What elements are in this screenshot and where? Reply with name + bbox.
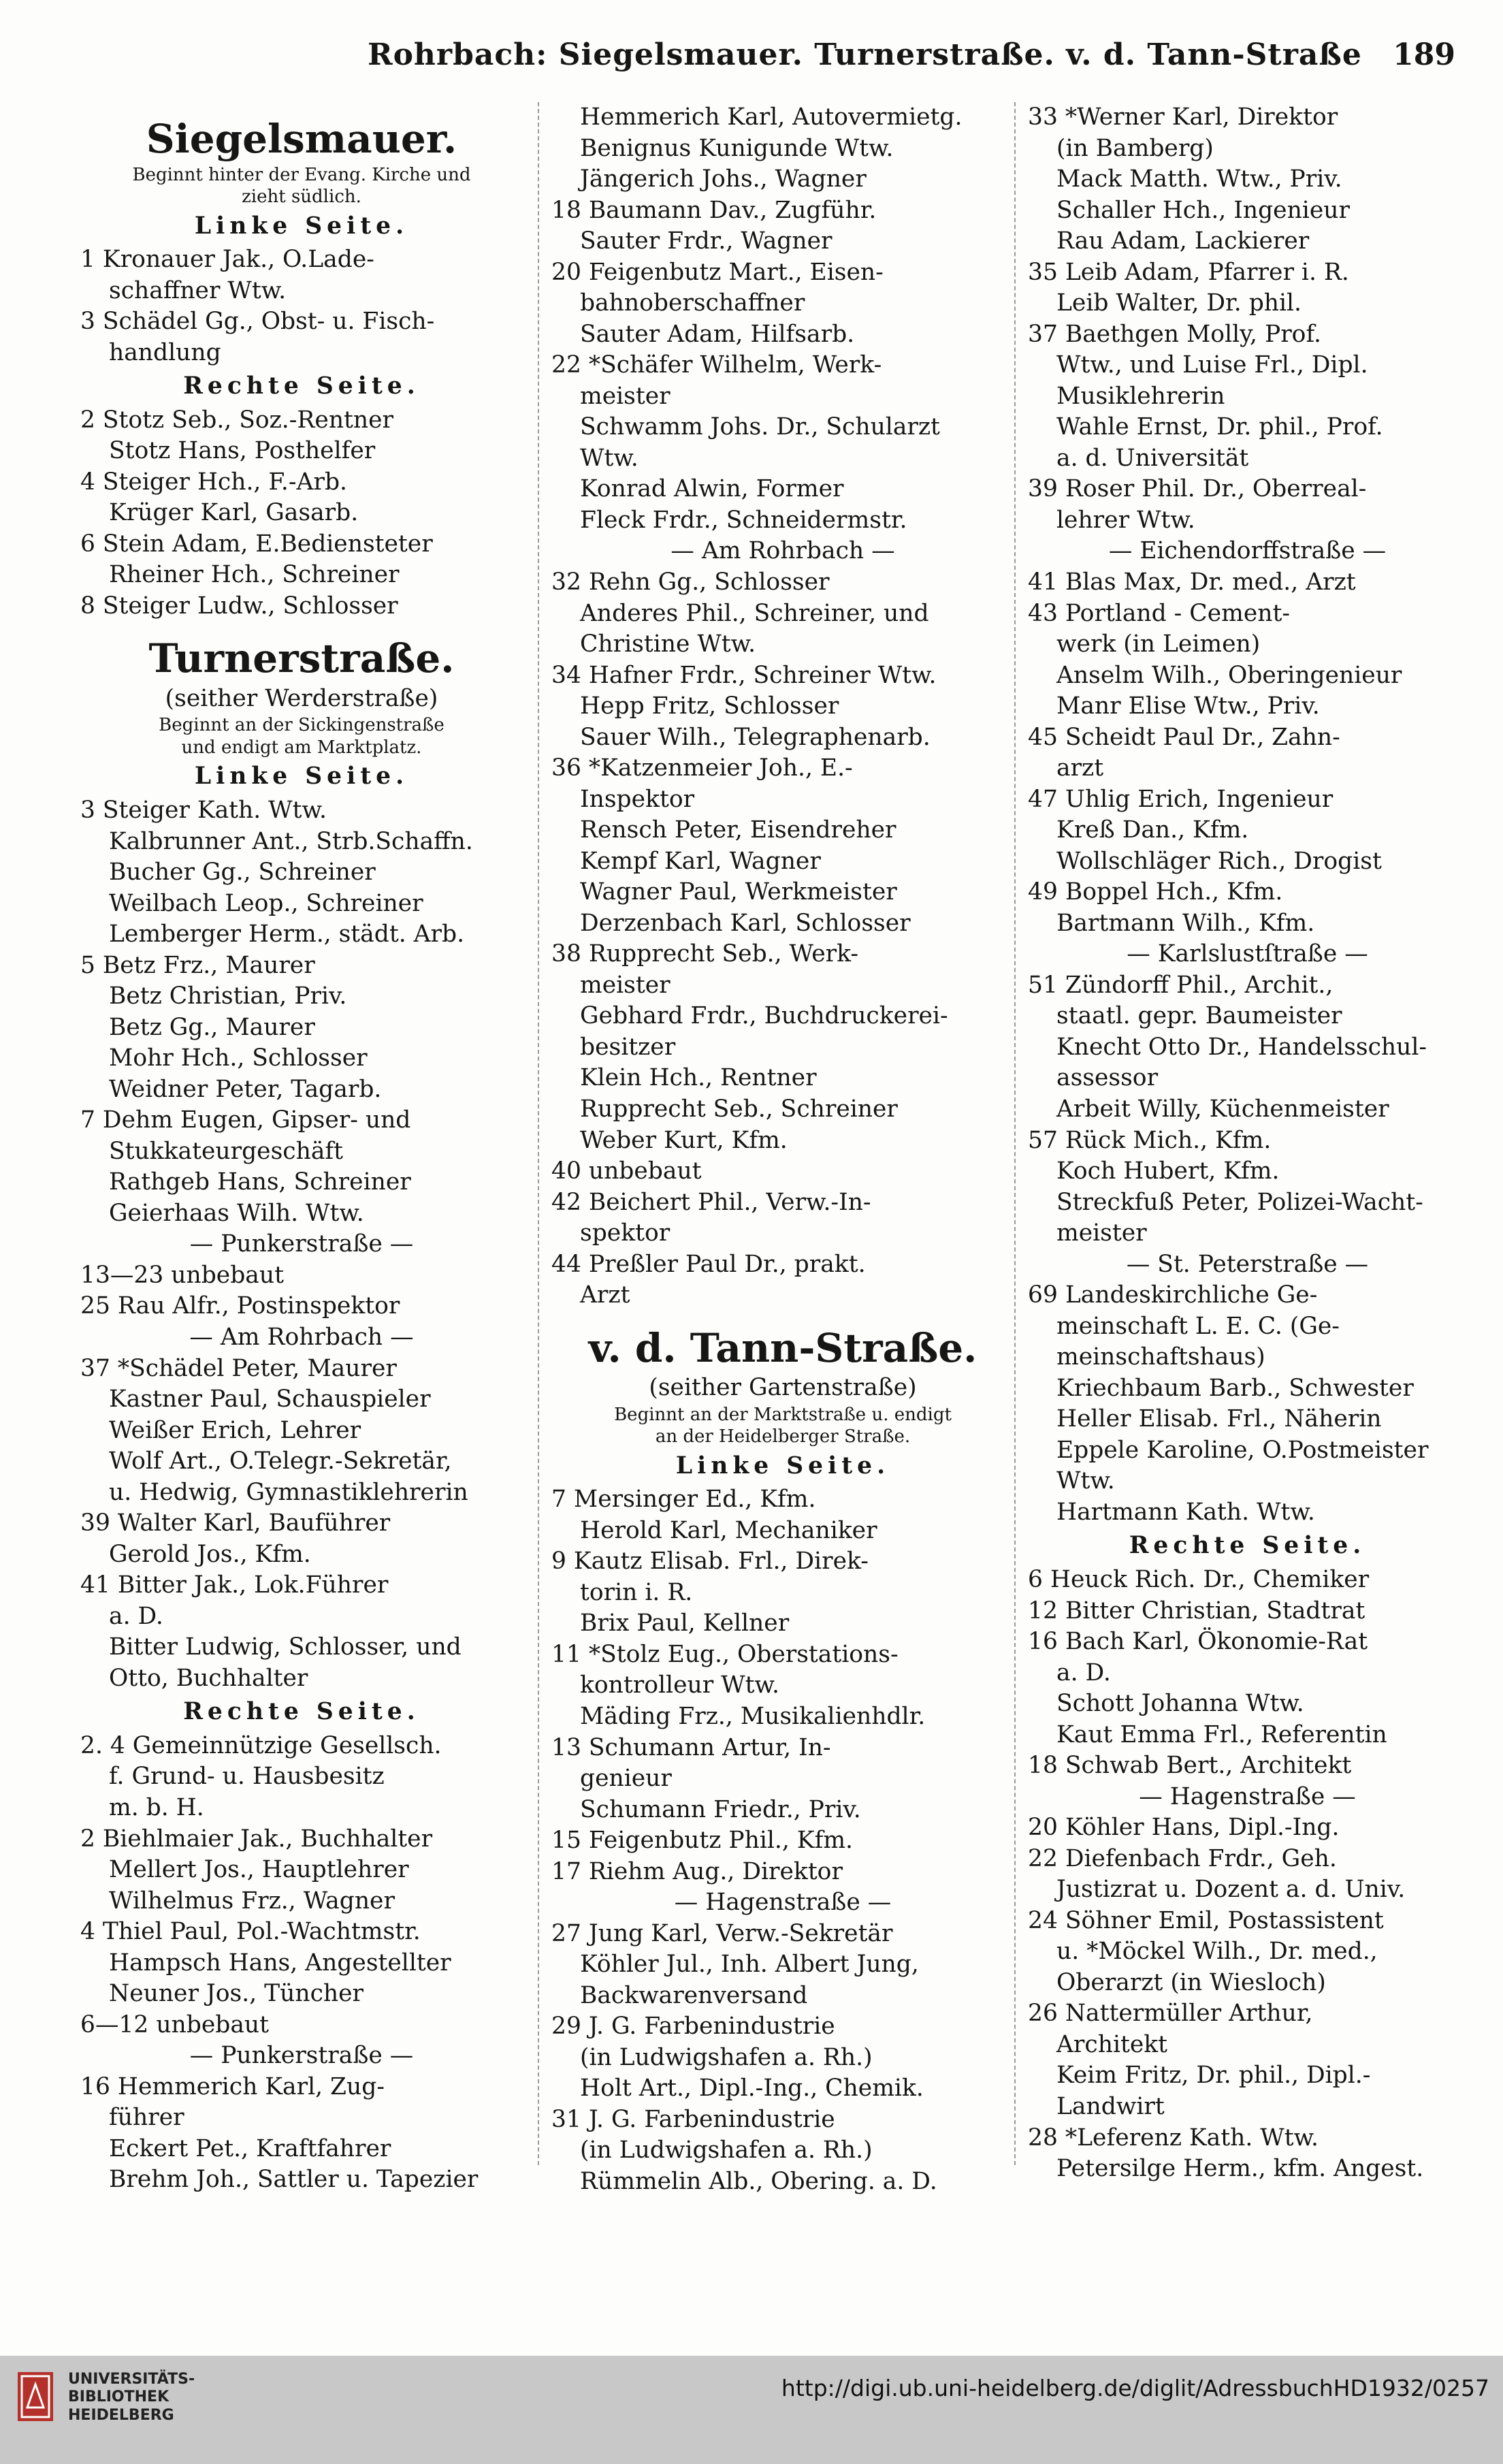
entry-line: 41 Blas Max, Dr. med., Arzt bbox=[1028, 568, 1356, 596]
entry-line: Anderes Phil., Schreiner, und bbox=[580, 599, 929, 627]
entry-line: Schaller Hch., Ingenieur bbox=[1056, 196, 1350, 224]
entry-line: Rheiner Hch., Schreiner bbox=[109, 561, 400, 589]
entry-line: 22 *Schäfer Wilhelm, Werk- bbox=[551, 351, 882, 379]
entry-line: Landwirt bbox=[1056, 2093, 1165, 2120]
entry-line: 43 Portland - Cement- bbox=[1028, 599, 1290, 627]
entry-line: Architekt bbox=[1056, 2030, 1168, 2058]
entry-line: Rupprecht Seb., Schreiner bbox=[580, 1095, 898, 1123]
entry-line: meister bbox=[1056, 1219, 1147, 1247]
column-right bbox=[1028, 102, 1467, 2183]
entry-line: 37 *Schädel Peter, Maurer bbox=[80, 1354, 397, 1382]
entry-line: Manr Elise Wtw., Priv. bbox=[1056, 692, 1320, 720]
entry-line: 33 *Werner Karl, Direktor bbox=[1028, 103, 1338, 131]
entry-line: meinschaftshaus) bbox=[1056, 1343, 1265, 1371]
entry-line: Mellert Jos., Hauptlehrer bbox=[109, 1856, 409, 1884]
entry-line: 1 Kronauer Jak., O.Lade- bbox=[80, 246, 374, 274]
entry-line: Wtw. bbox=[580, 444, 639, 472]
entry-line: 15 Feigenbutz Phil., Kfm. bbox=[551, 1827, 854, 1855]
entry-line: 38 Rupprecht Seb., Werk- bbox=[551, 940, 859, 968]
entry-line: Mohr Hch., Schlosser bbox=[109, 1044, 368, 1072]
entry-line: torin i. R. bbox=[580, 1578, 693, 1606]
entry-line: Koch Hubert, Kfm. bbox=[1056, 1157, 1280, 1185]
entry-line: f. Grund- u. Hausbesitz bbox=[109, 1763, 385, 1791]
entry-line: Schwamm Johs. Dr., Schularzt bbox=[580, 413, 940, 441]
column-left bbox=[80, 102, 523, 2194]
entry-line: 17 Riehm Aug., Direktor bbox=[551, 1857, 843, 1885]
entry-line: Hampsch Hans, Angestellter bbox=[109, 1949, 451, 1977]
side-label: Rechte Seite. bbox=[1129, 1532, 1366, 1560]
street-description: Beginnt an der Sickingenstraße bbox=[159, 715, 445, 736]
entry-line: a. D. bbox=[1056, 1659, 1111, 1686]
entry-line: Rensch Peter, Eisendreher bbox=[580, 816, 896, 844]
entry-line: 8 Steiger Ludw., Schlosser bbox=[80, 592, 398, 620]
entry-line: Oberarzt (in Wiesloch) bbox=[1056, 1968, 1326, 1996]
entry-line: Betz Christian, Priv. bbox=[109, 982, 347, 1010]
entry-line: Betz Gg., Maurer bbox=[109, 1013, 315, 1041]
column-middle bbox=[551, 102, 1014, 2195]
entry-line: Sauer Wilh., Telegraphenarb. bbox=[580, 723, 931, 751]
entry-line: 22 Diefenbach Frdr., Geh. bbox=[1028, 1844, 1337, 1872]
entry-line: Inspektor bbox=[580, 785, 695, 813]
entry-line: Rathgeb Hans, Schreiner bbox=[109, 1168, 411, 1196]
entry-line: 11 *Stolz Eug., Oberstations- bbox=[551, 1640, 899, 1668]
entry-line: a. D. bbox=[109, 1602, 163, 1630]
entry-line: Bucher Gg., Schreiner bbox=[109, 859, 376, 886]
entry-line: schaffner Wtw. bbox=[109, 276, 287, 304]
entry-line: 69 Landeskirchliche Ge- bbox=[1028, 1281, 1318, 1309]
entry-line: 18 Schwab Bert., Architekt bbox=[1028, 1752, 1352, 1780]
entry-line: Arzt bbox=[580, 1281, 630, 1309]
entry-line: kontrolleur Wtw. bbox=[580, 1671, 779, 1699]
entry-line: — Am Rohrbach — bbox=[189, 1324, 414, 1351]
entry-line: — Punkerstraße — bbox=[189, 1230, 414, 1258]
entry-line: — Hagenstraße — bbox=[674, 1889, 892, 1917]
entry-line: Wollschläger Rich., Drogist bbox=[1056, 847, 1382, 875]
entry-line: Stukkateurgeschäft bbox=[109, 1137, 344, 1165]
entry-line: Leib Walter, Dr. phil. bbox=[1056, 289, 1302, 317]
entry-line: 44 Preßler Paul Dr., prakt. bbox=[551, 1250, 866, 1278]
entry-line: 29 J. G. Farbenindustrie bbox=[551, 2013, 835, 2041]
entry-line: Fleck Frdr., Schneidermstr. bbox=[580, 506, 907, 534]
entry-line: werk (in Leimen) bbox=[1056, 630, 1261, 658]
entry-line: 13—23 unbebaut bbox=[80, 1261, 284, 1289]
entry-line: Stotz Hans, Posthelfer bbox=[109, 437, 376, 465]
entry-line: (seither Gartenstraße) bbox=[649, 1374, 917, 1402]
entry-line: 9 Kautz Elisab. Frl., Direk- bbox=[551, 1548, 869, 1575]
entry-line: Kriechbaum Barb., Schwester bbox=[1056, 1374, 1414, 1402]
entry-line: — Karlslustſtraße — bbox=[1127, 940, 1368, 968]
entry-line: 57 Rück Mich., Kfm. bbox=[1028, 1126, 1272, 1154]
entry-line: Wtw. bbox=[1056, 1467, 1115, 1495]
source-url[interactable]: http://digi.ub.uni-heidelberg.de/diglit/AdressbuchHD1932/0257 bbox=[781, 2375, 1489, 2401]
entry-line: Kempf Karl, Wagner bbox=[580, 847, 821, 875]
entry-line: führer bbox=[109, 2104, 184, 2132]
entry-line: 39 Roser Phil. Dr., Oberreal- bbox=[1028, 475, 1367, 503]
entry-line: 7 Mersinger Ed., Kfm. bbox=[551, 1486, 816, 1514]
entry-line: 6—12 unbebaut bbox=[80, 2011, 269, 2038]
entry-line: (in Ludwigshafen a. Rh.) bbox=[580, 2043, 873, 2071]
entry-line: 3 Steiger Kath. Wtw. bbox=[80, 796, 327, 824]
entry-line: Justizrat u. Dozent a. d. Univ. bbox=[1056, 1876, 1406, 1904]
side-label: Linke Seite. bbox=[194, 763, 409, 790]
entry-line: Wtw., und Luise Frl., Dipl. bbox=[1056, 351, 1368, 379]
entry-line: Neuner Jos., Tüncher bbox=[109, 1980, 364, 2008]
entry-line: Krüger Karl, Gasarb. bbox=[109, 499, 359, 527]
entry-line: m. b. H. bbox=[109, 1793, 204, 1821]
street-heading: v. d. Tann-Straße. bbox=[588, 1324, 977, 1371]
entry-line: lehrer Wtw. bbox=[1056, 506, 1195, 534]
entry-line: Christine Wtw. bbox=[580, 630, 756, 658]
entry-line: Brix Paul, Kellner bbox=[580, 1610, 790, 1637]
entry-line: 7 Dehm Eugen, Gipser- und bbox=[80, 1106, 411, 1134]
entry-line: genieur bbox=[580, 1765, 672, 1793]
entry-line: 16 Hemmerich Karl, Zug- bbox=[80, 2073, 385, 2100]
entry-line: 4 Steiger Hch., F.-Arb. bbox=[80, 468, 347, 496]
library-name: UNIVERSITÄTS- BIBLIOTHEK HEIDELBERG bbox=[68, 2371, 195, 2424]
entry-line: Wilhelmus Frz., Wagner bbox=[109, 1887, 395, 1915]
entry-line: Kastner Paul, Schauspieler bbox=[109, 1386, 431, 1413]
entry-line: 4 Thiel Paul, Pol.-Wachtmstr. bbox=[80, 1918, 421, 1946]
entry-line: — Hagenstraße — bbox=[1139, 1782, 1356, 1810]
entry-line: Bartmann Wilh., Kfm. bbox=[1056, 909, 1315, 937]
entry-line: 2. 4 Gemeinnützige Gesellsch. bbox=[80, 1731, 442, 1759]
entry-line: Weidner Peter, Tagarb. bbox=[109, 1075, 382, 1103]
street-description: und endigt am Marktplatz. bbox=[181, 737, 422, 758]
entry-line: 47 Uhlig Erich, Ingenieur bbox=[1028, 785, 1334, 813]
entry-line: Wolf Art., O.Telegr.-Sekretär, bbox=[109, 1447, 452, 1475]
entry-line: a. d. Universität bbox=[1056, 444, 1249, 472]
entry-line: 16 Bach Karl, Ökonomie-Rat bbox=[1028, 1628, 1368, 1656]
entry-line: Benignus Kunigunde Wtw. bbox=[580, 134, 894, 162]
entry-line: Weilbach Leop., Schreiner bbox=[109, 889, 423, 917]
entry-line: 32 Rehn Gg., Schlosser bbox=[551, 568, 830, 596]
digitization-footer bbox=[0, 2356, 1503, 2464]
entry-line: — Punkerstraße — bbox=[189, 2042, 414, 2070]
entry-line: 28 *Leferenz Kath. Wtw. bbox=[1028, 2124, 1319, 2151]
entry-line: 41 Bitter Jak., Lok.Führer bbox=[80, 1571, 389, 1599]
entry-line: 45 Scheidt Paul Dr., Zahn- bbox=[1028, 723, 1340, 751]
entry-line: 2 Stotz Seb., Soz.-Rentner bbox=[80, 406, 394, 434]
entry-line: meinschaft L. E. C. (Ge- bbox=[1056, 1312, 1340, 1340]
entry-line: Derzenbach Karl, Schlosser bbox=[580, 909, 911, 937]
entry-line: Arbeit Willy, Küchenmeister bbox=[1056, 1095, 1389, 1123]
entry-line: 3 Schädel Gg., Obst- u. Fisch- bbox=[80, 308, 435, 336]
entry-line: meister bbox=[580, 382, 670, 410]
entry-line: Rau Adam, Lackierer bbox=[1056, 227, 1310, 255]
street-heading: Turnerstraße. bbox=[148, 635, 455, 682]
entry-line: Schott Johanna Wtw. bbox=[1056, 1690, 1304, 1718]
entry-line: 13 Schumann Artur, In- bbox=[551, 1733, 831, 1761]
entry-line: arzt bbox=[1056, 754, 1104, 782]
entry-line: Jängerich Johs., Wagner bbox=[580, 165, 867, 193]
entry-line: 5 Betz Frz., Maurer bbox=[80, 951, 315, 979]
entry-line: Kaut Emma Frl., Referentin bbox=[1056, 1721, 1387, 1748]
page-header bbox=[368, 37, 1455, 85]
entry-line: Geierhaas Wilh. Wtw. bbox=[109, 1199, 364, 1227]
entry-line: (in Bamberg) bbox=[1056, 134, 1214, 162]
entry-line: Weber Kurt, Kfm. bbox=[580, 1126, 788, 1154]
side-label: Rechte Seite. bbox=[183, 372, 420, 400]
entry-line: 31 J. G. Farbenindustrie bbox=[551, 2105, 835, 2133]
entry-line: Schumann Friedr., Priv. bbox=[580, 1795, 861, 1823]
entry-line: Hepp Fritz, Schlosser bbox=[580, 692, 839, 720]
entry-line: spektor bbox=[580, 1219, 670, 1247]
column-divider bbox=[1014, 102, 1016, 2165]
entry-line: Rümmelin Alb., Obering. a. D. bbox=[580, 2167, 937, 2195]
street-description: zieht südlich. bbox=[242, 187, 361, 207]
street-description: an der Heidelberger Straße. bbox=[655, 1426, 911, 1447]
entry-line: Klein Hch., Rentner bbox=[580, 1064, 817, 1092]
entry-line: Keim Fritz, Dr. phil., Dipl.- bbox=[1056, 2062, 1371, 2090]
entry-line: Brehm Joh., Sattler u. Tapezier bbox=[109, 2166, 479, 2194]
entry-line: Musiklehrerin bbox=[1056, 382, 1225, 410]
side-label: Linke Seite. bbox=[675, 1452, 890, 1479]
entry-line: Anselm Wilh., Oberingenieur bbox=[1056, 661, 1402, 689]
entry-line: assessor bbox=[1056, 1064, 1159, 1092]
entry-line: 26 Nattermüller Arthur, bbox=[1028, 2000, 1313, 2028]
entry-line: Wagner Paul, Werkmeister bbox=[580, 878, 897, 906]
entry-line: Backwarenversand bbox=[580, 1981, 808, 2009]
entry-line: Weißer Erich, Lehrer bbox=[109, 1416, 361, 1444]
entry-line: u. Hedwig, Gymnastiklehrerin bbox=[109, 1478, 468, 1506]
entry-line: 25 Rau Alfr., Postinspektor bbox=[80, 1292, 400, 1320]
entry-line: Holt Art., Dipl.-Ing., Chemik. bbox=[580, 2075, 924, 2102]
entry-line: 51 Zündorff Phil., Archit., bbox=[1028, 971, 1334, 999]
entry-line: Otto, Buchhalter bbox=[109, 1664, 308, 1692]
entry-line: 12 Bitter Christian, Stadtrat bbox=[1028, 1597, 1365, 1625]
library-seal-icon bbox=[15, 2369, 56, 2424]
entry-line: — St. Peterstraße — bbox=[1126, 1250, 1369, 1278]
entry-line: Petersilge Herm., kfm. Angest. bbox=[1056, 2155, 1424, 2183]
entry-line: Herold Karl, Mechaniker bbox=[580, 1516, 877, 1544]
entry-line: Eppele Karoline, O.Postmeister bbox=[1056, 1436, 1429, 1464]
entry-line: 6 Stein Adam, E.Bediensteter bbox=[80, 530, 433, 558]
entry-line: Mäding Frz., Musikalienhdlr. bbox=[580, 1703, 926, 1730]
entry-line: 20 Köhler Hans, Dipl.-Ing. bbox=[1028, 1814, 1340, 1842]
page-number: 189 bbox=[1393, 37, 1455, 72]
entry-line: Köhler Jul., Inh. Albert Jung, bbox=[580, 1951, 919, 1979]
street-description: Beginnt an der Marktstraße u. endigt bbox=[614, 1404, 952, 1425]
entry-line: 6 Heuck Rich. Dr., Chemiker bbox=[1028, 1565, 1370, 1593]
entry-line: Hartmann Kath. Wtw. bbox=[1056, 1498, 1315, 1526]
entry-line: Sauter Frdr., Wagner bbox=[580, 227, 833, 255]
entry-line: — Am Rohrbach — bbox=[670, 537, 895, 565]
entry-line: 18 Baumann Dav., Zugführ. bbox=[551, 196, 877, 224]
entry-line: Eckert Pet., Kraftfahrer bbox=[109, 2134, 391, 2162]
entry-line: Lemberger Herm., städt. Arb. bbox=[109, 921, 465, 948]
entry-line: Hemmerich Karl, Autovermietg. bbox=[580, 103, 963, 131]
entry-line: 42 Beichert Phil., Verw.-In- bbox=[551, 1188, 871, 1216]
side-label: Rechte Seite. bbox=[183, 1698, 420, 1726]
entry-line: Wahle Ernst, Dr. phil., Prof. bbox=[1056, 413, 1383, 441]
entry-line: 27 Jung Karl, Verw.-Sekretär bbox=[551, 1919, 893, 1947]
entry-line: besitzer bbox=[580, 1033, 676, 1061]
entry-line: staatl. gepr. Baumeister bbox=[1056, 1002, 1342, 1030]
column-divider bbox=[538, 102, 539, 2165]
running-title: Rohrbach: Siegelsmauer. Turnerstraße. v. d. Tann-Straße bbox=[368, 37, 1362, 72]
entry-line: (in Ludwigshafen a. Rh.) bbox=[580, 2137, 873, 2164]
entry-line: 24 Söhner Emil, Postassistent bbox=[1028, 1906, 1384, 1934]
side-label: Linke Seite. bbox=[194, 212, 409, 240]
entry-line: 39 Walter Karl, Bauführer bbox=[80, 1509, 391, 1537]
entry-line: 34 Hafner Frdr., Schreiner Wtw. bbox=[551, 661, 937, 689]
entry-line: 36 *Katzenmeier Joh., E.- bbox=[551, 754, 853, 782]
entry-line: Knecht Otto Dr., Handelsschul- bbox=[1056, 1033, 1427, 1061]
entry-line: 49 Boppel Hch., Kfm. bbox=[1028, 878, 1283, 906]
entry-line: meister bbox=[580, 971, 670, 999]
entry-line: bahnoberschaffner bbox=[580, 289, 805, 317]
entry-line: 37 Baethgen Molly, Prof. bbox=[1028, 320, 1321, 348]
entry-line: Heller Elisab. Frl., Näherin bbox=[1056, 1405, 1382, 1433]
street-heading: Siegelsmauer. bbox=[146, 116, 457, 162]
entry-line: Gebhard Frdr., Buchdruckerei- bbox=[580, 1002, 948, 1030]
entry-line: Konrad Alwin, Former bbox=[580, 475, 844, 503]
entry-line: 20 Feigenbutz Mart., Eisen- bbox=[551, 258, 884, 286]
entry-line: Mack Matth. Wtw., Priv. bbox=[1056, 165, 1342, 193]
entry-line: Kalbrunner Ant., Strb.Schaffn. bbox=[109, 827, 473, 855]
entry-line: Sauter Adam, Hilfsarb. bbox=[580, 320, 855, 348]
entry-line: Bitter Ludwig, Schlosser, und bbox=[109, 1633, 462, 1661]
entry-line: Gerold Jos., Kfm. bbox=[109, 1540, 311, 1568]
entry-line: handlung bbox=[109, 338, 221, 366]
entry-line: 2 Biehlmaier Jak., Buchhalter bbox=[80, 1825, 433, 1853]
entry-line: 35 Leib Adam, Pfarrer i. R. bbox=[1028, 258, 1349, 286]
street-description: Beginnt hinter der Evang. Kirche und bbox=[132, 164, 471, 185]
entry-line: 40 unbebaut bbox=[551, 1157, 702, 1185]
entry-line: Streckfuß Peter, Polizei-Wacht- bbox=[1056, 1188, 1423, 1216]
entry-line: Kreß Dan., Kfm. bbox=[1056, 816, 1249, 844]
entry-line: (seither Werderstraße) bbox=[165, 684, 438, 712]
entry-line: — Eichendorffstraße — bbox=[1108, 537, 1387, 565]
entry-line: u. *Möckel Wilh., Dr. med., bbox=[1056, 1938, 1378, 1966]
